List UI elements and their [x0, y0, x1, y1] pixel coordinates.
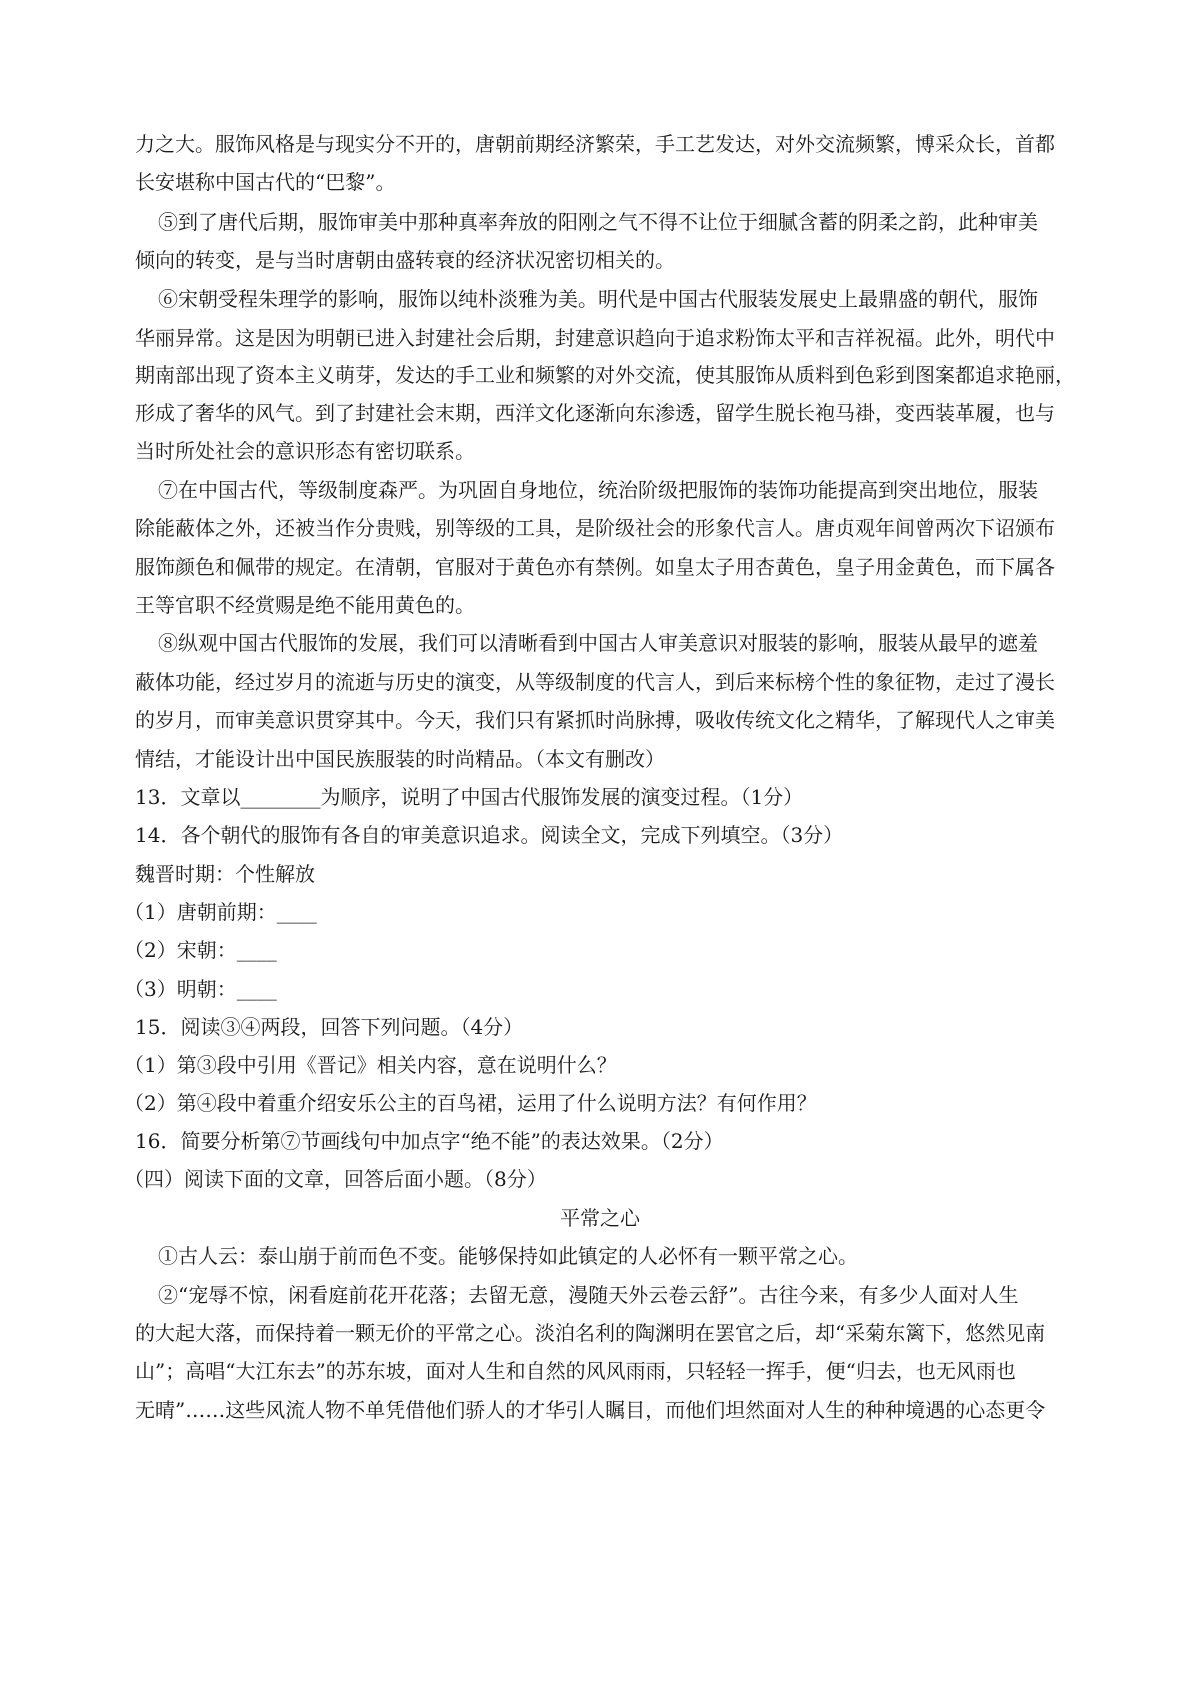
paragraph-8-start: ⑧纵观中国古代服饰的发展，我们可以清晰看到中国古人审美意识对服装的影响，服装从最早的遮羞: [158, 631, 1038, 655]
question-15-item-1: （1）第③段中引用《晋记》相关内容，意在说明什么？: [124, 1053, 617, 1077]
paragraph-7-start: ⑦在中国古代，等级制度森严。为巩固自身地位，统治阶级把服饰的装饰功能提高到突出地位，服装: [158, 478, 1038, 502]
passage-line: 山”；高唱“大江东去”的苏东坡，面对人生和自然的风风雨雨，只轻轻一挥手，便“归去，也无风雨也: [135, 1359, 1016, 1383]
passage-line: 除能蔽体之外，还被当作分贵贱，别等级的工具，是阶级社会的形象代言人。唐贞观年间曾两次下诏颁布: [135, 516, 1055, 540]
question-14: 14．各个朝代的服饰有各自的审美意识追求。阅读全文，完成下列填空。（3分）: [135, 823, 844, 847]
question-14-example: 魏晋时期：个性解放: [135, 862, 315, 886]
passage-line: 华丽异常。这是因为明朝已进入封建社会后期，封建意识趋向于追求粉饰太平和吉祥祝福。此外，明代中: [135, 326, 1055, 350]
passage-line: 力之大。服饰风格是与现实分不开的，唐朝前期经济繁荣，手工艺发达，对外交流频繁，博采众长，首都: [135, 132, 1055, 156]
paragraph-2-start: ②“宠辱不惊，闲看庭前花开花落；去留无意，漫随天外云卷云舒”。古往今来，有多少人面对人生: [158, 1283, 1019, 1307]
passage-line: 蔽体功能，经过岁月的流逝与历史的演变，从等级制度的代言人，到后来标榜个性的象征物，走过了漫长: [135, 670, 1055, 694]
question-16: 16．简要分析第⑦节画线句中加点字“绝不能”的表达效果。（2分）: [135, 1129, 724, 1153]
question-14-item-2: （2）宋朝：____: [124, 938, 277, 962]
paragraph-1: ①古人云：泰山崩于前而色不变。能够保持如此镇定的人必怀有一颗平常之心。: [158, 1244, 858, 1268]
passage-line: 的岁月，而审美意识贯穿其中。今天，我们只有紧抓时尚脉搏，吸收传统文化之精华，了解现代人之审美: [135, 708, 1055, 732]
section-4-heading: （四）阅读下面的文章，回答后面小题。（8分）: [124, 1167, 547, 1191]
passage-line: 无晴”……这些风流人物不单凭借他们骄人的才华引人瞩目，而他们坦然面对人生的种种境遇的心态更令: [135, 1398, 1046, 1422]
passage-line: 倾向的转变，是与当时唐朝由盛转衰的经济状况密切相关的。: [135, 248, 675, 272]
passage-line: 形成了奢华的风气。到了封建社会末期，西洋文化逐渐向东渗透，留学生脱长袍马褂，变西装革履，也与: [135, 401, 1055, 425]
passage-line: 王等官职不经赏赐是绝不能用黄色的。: [135, 593, 475, 617]
passage-line: 情结，才能设计出中国民族服装的时尚精品。（本文有删改）: [135, 747, 665, 771]
passage-line: 当时所处社会的意识形态有密切联系。: [135, 439, 475, 463]
passage-line: 期南部出现了资本主义萌芽，发达的手工业和频繁的对外交流，使其服饰从质料到色彩到图案都追求艳丽，: [135, 363, 1075, 387]
question-14-item-3: （3）明朝：____: [124, 977, 277, 1001]
question-13: 13．文章以________为顺序，说明了中国古代服饰发展的演变过程。（1分）: [135, 785, 804, 809]
question-15: 15．阅读③④两段，回答下列问题。（4分）: [135, 1015, 524, 1039]
passage-title: 平常之心: [560, 1206, 640, 1230]
passage-line: 服饰颜色和佩带的规定。在清朝，官服对于黄色亦有禁例。如皇太子用杏黄色，皇子用金黄色，而下属各: [135, 555, 1055, 579]
question-15-item-2: （2）第④段中着重介绍安乐公主的百鸟裙，运用了什么说明方法？有何作用？: [124, 1091, 817, 1115]
paragraph-6-start: ⑥宋朝受程朱理学的影响，服饰以纯朴淡雅为美。明代是中国古代服装发展史上最鼎盛的朝代，服饰: [158, 287, 1038, 311]
paragraph-5-start: ⑤到了唐代后期，服饰审美中那种真率奔放的阳刚之气不得不让位于细腻含蓄的阴柔之韵，此种审美: [158, 210, 1038, 234]
passage-line: 的大起大落，而保持着一颗无价的平常之心。淡泊名利的陶渊明在罢官之后，却“采菊东篱下，悠然见南: [135, 1321, 1046, 1345]
question-14-item-1: （1）唐朝前期：____: [124, 900, 317, 924]
passage-line: 长安堪称中国古代的“巴黎”。: [135, 170, 396, 194]
